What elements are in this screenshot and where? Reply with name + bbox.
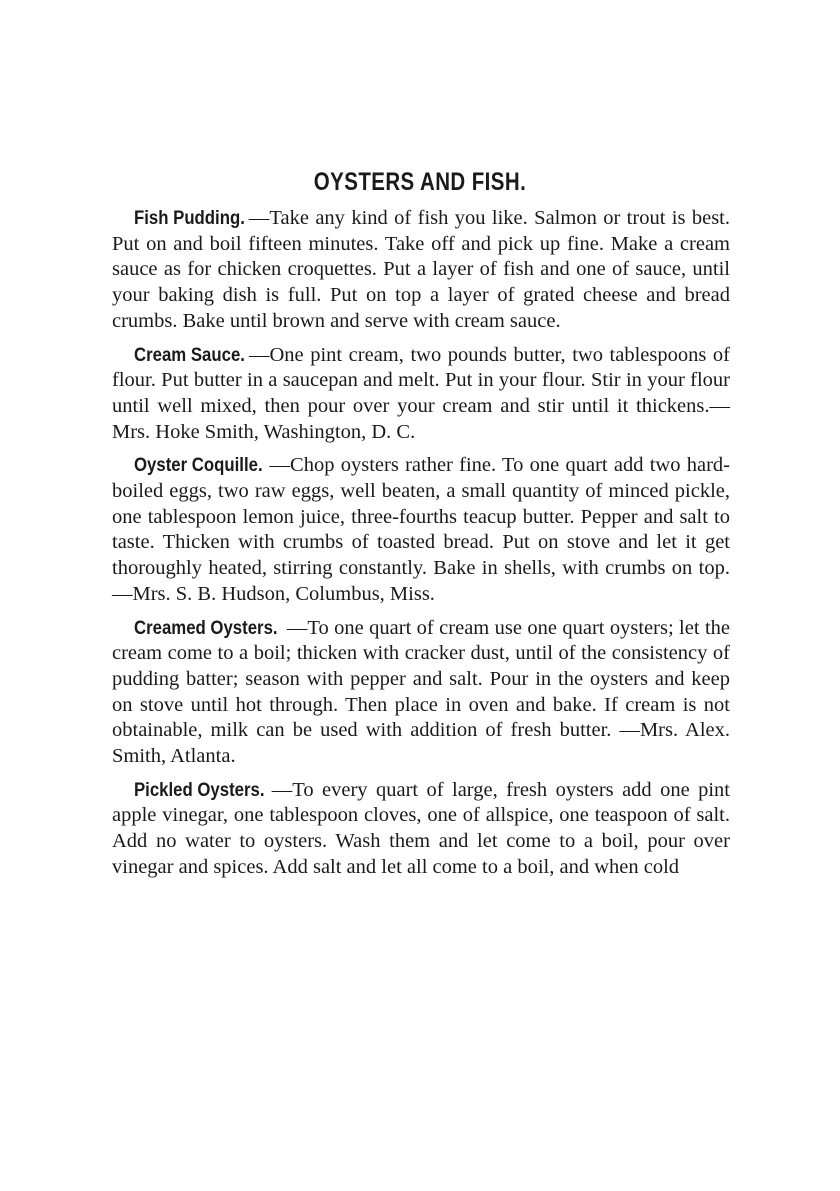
recipe-name: Oyster Coquille. [134, 454, 263, 477]
recipe-name: Creamed Oysters. [134, 616, 278, 639]
recipe-oyster-coquille [112, 453, 730, 607]
recipe-text: —One pint cream, two pounds butter, two tablespoons of flour. Put butter in a saucepan and melt. Put in your flour. Stir in your flour until well mixed, then pour over your cream and stir until it thickens.—Mrs. Hoke Smith, Washington, D. C. [112, 343, 730, 443]
recipe-list [112, 206, 730, 889]
page-title: OYSTERS AND FISH. [313, 168, 527, 196]
recipe-fish-pudding [112, 206, 730, 335]
recipe-cream-sauce [112, 343, 730, 446]
recipe-name: Fish Pudding. [134, 207, 245, 229]
recipe-text: —To every quart of large, fresh oysters add one pint apple vinegar, one tablespoon cloves, one of allspice, one teaspoon of salt. Add no water to oysters. Wash them and let come to a boil, pour over vinegar and spices. Add salt and let all come to a boil, and when cold [112, 778, 730, 878]
recipe-name: Cream Sauce. [134, 343, 245, 366]
recipe-text: —Chop oysters rather fine. To one quart add two hard-boiled eggs, two raw eggs, well beaten, a small quantity of minced pickle, one tablespoon lemon juice, three-fourths teacup butter. Pepper and salt to taste. Thicken with crumbs of toasted bread. Put on stove and let it get thoroughly heated, stirring constantly. Bake in shells, with crumbs on top.—Mrs. S. B. Hudson, Columbus, Miss. [112, 454, 730, 605]
recipe-creamed-oysters [112, 616, 730, 770]
recipe-text: —Take any kind of fish you like. Salmon or trout is best. Put on and boil fifteen minutes. Take off and pick up fine. Make a cream sauce as for chicken croquettes. Put a layer of fish and one of sauce, until your baking dish is full. Put on top a layer of grated cheese and bread crumbs. Bake until brown and serve with cream sauce. [112, 207, 730, 332]
recipe-text: —To one quart of cream use one quart oysters; let the cream come to a boil; thicken with cracker dust, until of the consistency of pudding batter; season with pepper and salt. Pour in the oysters and keep on stove until hot through. Then place in oven and bake. If cream is not obtainable, milk can be used with addition of fresh butter. —Mrs. Alex. Smith, Atlanta. [112, 616, 730, 768]
recipe-pickled-oysters [112, 778, 730, 881]
recipe-name: Pickled Oysters. [134, 778, 265, 801]
